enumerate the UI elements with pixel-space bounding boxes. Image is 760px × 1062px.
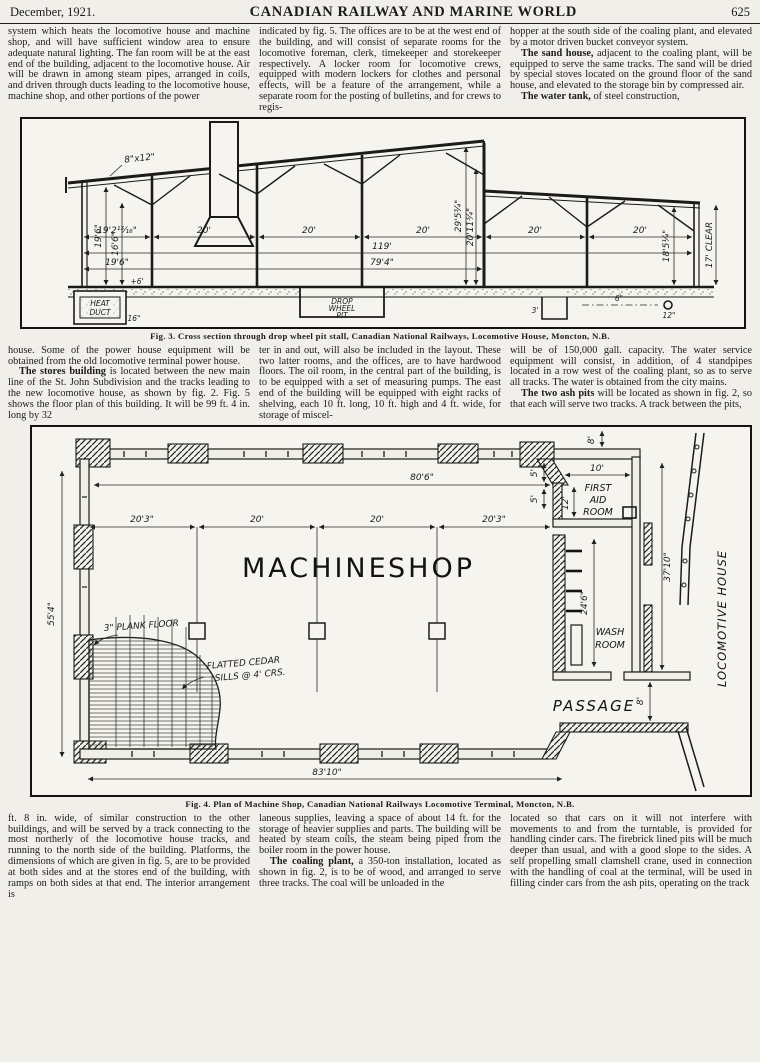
- paragraph-text: will be located as shown in fig. 2, so that each will serve two tracks. A track between the pits,: [510, 388, 752, 410]
- figure3-drawing: [22, 119, 743, 327]
- fig4-dim-bayC: 20': [370, 514, 384, 525]
- fig4-dim-bayB: 20': [250, 514, 264, 525]
- fig4-dim-8ft-top: 8': [587, 435, 597, 444]
- fig4-dim-12ft: 12': [561, 495, 571, 510]
- fig3-pit-label-2: WHEEL: [328, 303, 356, 313]
- bold-lead: The coaling plant,: [270, 856, 354, 868]
- fig4-dim-5ft-b: 5': [530, 494, 540, 503]
- bold-lead: The sand house,: [521, 47, 594, 59]
- fig3-dim-bay5: 20': [528, 225, 542, 236]
- fig4-first-aid-label-1: FIRST: [584, 482, 612, 494]
- paragraph-text: adjacent to the coaling plant, will be equipped to serve the same tracks. The sand will be dried by special stoves located on the ground floor of the sand house, and elevated to the storage bin by compressed air.: [510, 47, 752, 92]
- issue-date: December, 1921.: [10, 5, 96, 19]
- bold-lead: The stores building: [19, 366, 106, 378]
- fig4-dim-bayA: 20'3": [130, 514, 154, 525]
- paragraph: laneous supplies, leaving a space of about 14 ft. for the storage of heavier supplies and parts. The building will be heated by steam coils, the steam being piped from the boiler room in the power house.: [259, 812, 501, 857]
- fig4-dim-5ft-a: 5': [530, 468, 540, 477]
- paragraph: ft. 8 in. wide, of similar construction to the other buildings, and will be served by a track connecting to the most northerly of the locomotive house tracks, and running to the north side of the building. Platforms, the dimensions of which are given in fig. 5, are to be provided at both sides and at the stores end of the building, with ramps on both sides at that end. The interior arrangement is: [8, 812, 250, 900]
- paragraph-text: is located between the new main line of the St. John Subdivision and the tracks leading to the new locomotive house, as shown by fig. 2. Fig. 5 shows the floor plan of this building. It will be 99 ft. 4 in. long by 32: [8, 366, 251, 421]
- figure3-cross-section: [20, 117, 746, 329]
- fig4-title-shop: SHOP: [388, 552, 475, 584]
- fig4-dim-8ft-passage: 8': [636, 696, 646, 705]
- fig3-dim-6in: 6": [614, 293, 624, 303]
- fig3-dim-height-mid-outer: 29'5¾": [454, 199, 464, 233]
- fig3-dim-bay1: 19'2¹³⁄₁₆": [97, 225, 137, 236]
- fig3-dim-height-mid-inner: 20'11¾": [466, 207, 476, 246]
- fig4-dim-bottom: 83'10": [312, 767, 342, 778]
- bold-lead: The two ash pits: [521, 388, 595, 400]
- fig3-dim-16in: 16": [127, 313, 141, 323]
- paragraph: indicated by fig. 5. The offices are to be at the west end of the building, and will consist of separate rooms for the locomotive foreman, clerk, timekeeper and storekeeper respectively. A locker room for locomotive crews, equipped with modern lockers for clothes and personal effects, will be a feature of the arrangement, while a separate room for the posting of bulletins, and for crews to regis-: [259, 26, 501, 113]
- fig3-pit-label-3: PIT: [336, 310, 348, 320]
- paragraph: ter in and out, will also be included in the layout. These two latter rooms, and the offices, are to have hardwood floors. The oil room, in the central part of the building, is to be equipped with a set of measuring pumps. The east end of the building will be equipped with eight racks of shelving, each 10 ft. long, 10 ft. high and 4 ft. wide, for storage of miscel-: [259, 344, 501, 421]
- fig3-pit-label-1: DROP: [331, 296, 353, 306]
- top-column-2: [259, 27, 501, 114]
- mid-column-3: [510, 346, 752, 422]
- top-text-section: [0, 24, 760, 115]
- figure3-caption: Fig. 3. Cross section through drop wheel pit stall, Canadian National Railways, Locomotive House, Moncton, N.B.: [150, 330, 610, 341]
- bold-lead: The water tank,: [521, 91, 591, 103]
- paragraph-coaling-plant: [259, 857, 501, 890]
- publication-title: CANADIAN RAILWAY AND MARINE WORLD: [249, 4, 577, 20]
- fig4-dim-top: 80'6": [410, 472, 434, 483]
- fig4-title-machine: MACHINE: [242, 552, 389, 584]
- fig3-dim-partial: 79'4": [370, 257, 394, 268]
- paragraph: hopper at the south side of the coaling plant, and elevated by a motor driven bucket conveyor system.: [510, 26, 752, 48]
- fig4-dim-10ft: 10': [590, 463, 604, 474]
- fig3-dim-plus6: +6': [130, 276, 144, 286]
- fig4-first-aid-label-3: ROOM: [583, 506, 613, 518]
- fig3-dim-height-left-inner: 16'6": [111, 231, 121, 256]
- fig4-wash-room-label-2: ROOM: [595, 639, 625, 651]
- figure4-plan: [30, 425, 752, 797]
- paragraph-text: a 350-ton installation, located as shown in fig. 2, is to be of wood, and arranged to serve three tracks. The coal will be unloaded in the: [259, 856, 501, 889]
- fig3-heat-duct-label-2: DUCT: [89, 307, 111, 317]
- fig4-dim-bayD: 20'3": [482, 514, 506, 525]
- paragraph: house. Some of the power house equipment will be obtained from the old locomotive terminal power house.: [8, 344, 250, 367]
- bottom-text-section: [0, 811, 760, 902]
- figure4-drawing: [32, 427, 749, 795]
- paragraph-ash-pits: [510, 389, 752, 411]
- fig4-dim-right: 37'10": [663, 551, 673, 582]
- fig3-heat-duct-label-1: HEAT: [90, 298, 110, 308]
- fig3-dim-bay2: 20': [197, 225, 211, 236]
- fig4-first-aid-label-2: AID: [589, 494, 607, 506]
- mid-column-2: [259, 346, 501, 422]
- bottom-column-3: [510, 814, 752, 901]
- fig3-dim-bay4: 20': [416, 225, 430, 236]
- top-column-3: [510, 27, 752, 114]
- page-header: [0, 0, 760, 24]
- paragraph-water-tank: [510, 92, 752, 103]
- top-column-1: [8, 27, 250, 114]
- fig3-floor: [68, 287, 714, 324]
- paragraph: system which heats the locomotive house and machine shop, and will have sufficient window area to ensure adequate natural lighting. The fan room will be at the east end of the building, adjacent to the locomotive house. Air will be drawn in among steam pipes, arranged in coils, and driven through ducts leading to the locomotive house, machine shop, and other portions of the power: [8, 26, 250, 103]
- fig3-dim-height-left-outer: 19'6": [94, 223, 104, 248]
- fig3-dim-3ft: 3': [531, 305, 539, 315]
- bottom-column-2: [259, 814, 501, 901]
- fig3-dim-height-right: 18'5¼": [662, 229, 672, 263]
- bottom-column-1: [8, 814, 250, 901]
- fig3-dimensions: [84, 147, 716, 285]
- fig3-dim-clear-height: 17' CLEAR: [705, 221, 715, 268]
- fig4-dim-left: 55'4": [47, 601, 57, 626]
- fig3-roof-size-label: 8"x12": [123, 152, 156, 166]
- fig4-cedar-sills-note-1: FLATTED CEDAR: [206, 655, 281, 672]
- paragraph: will be of 150,000 gall. capacity. The water service equipment will consist, in addition, of 4 standpipes located in a row west of the coaling plant, so as to serve all tracks. The water is obtained from the city mains.: [510, 344, 752, 389]
- fig3-dim-bay6: 20': [633, 225, 647, 236]
- page-number: 625: [731, 5, 750, 19]
- paragraph-text: of steel construction,: [590, 91, 680, 103]
- middle-text-section: [0, 343, 760, 423]
- figure4-caption: Fig. 4. Plan of Machine Shop, Canadian National Railways Locomotive Terminal, Moncton, N.B.: [185, 798, 575, 809]
- fig3-dim-total: 119': [372, 241, 392, 252]
- fig4-dim-24ft6: 24'6": [580, 590, 590, 615]
- fig4-wash-room-label-1: WASH: [595, 626, 625, 638]
- fig4-locomotive-house-label: LOCOMOTIVE HOUSE: [715, 549, 729, 687]
- fig4-plank-floor-note: 3" PLANK FLOOR: [103, 618, 180, 634]
- fig3-dim-bay3: 20': [302, 225, 316, 236]
- fig4-passage-label: PASSAGE: [552, 696, 636, 715]
- fig4-locomotive-house-wall: [678, 433, 704, 791]
- fig3-dim-12in: 12": [662, 310, 676, 320]
- paragraph: located so that cars on it will not interfere with movements to and from the turntable, is provided for handling cinder cars. The firebrick lined pits will be much deeper than usual, and with a good slope to the sides. A self propelling small clamshell crane, used in connection with the handling of coal at the terminal, will be used in filling cinder cars from the ash pits, operating on the track: [510, 812, 752, 889]
- fig4-cedar-sills-note-2: SILLS @ 4' CRS.: [214, 667, 287, 684]
- fig3-dim-left-span: 19'6": [105, 257, 129, 268]
- paragraph-stores-building: [8, 367, 250, 421]
- paragraph-sand-house: [510, 49, 752, 92]
- mid-column-1: [8, 346, 250, 422]
